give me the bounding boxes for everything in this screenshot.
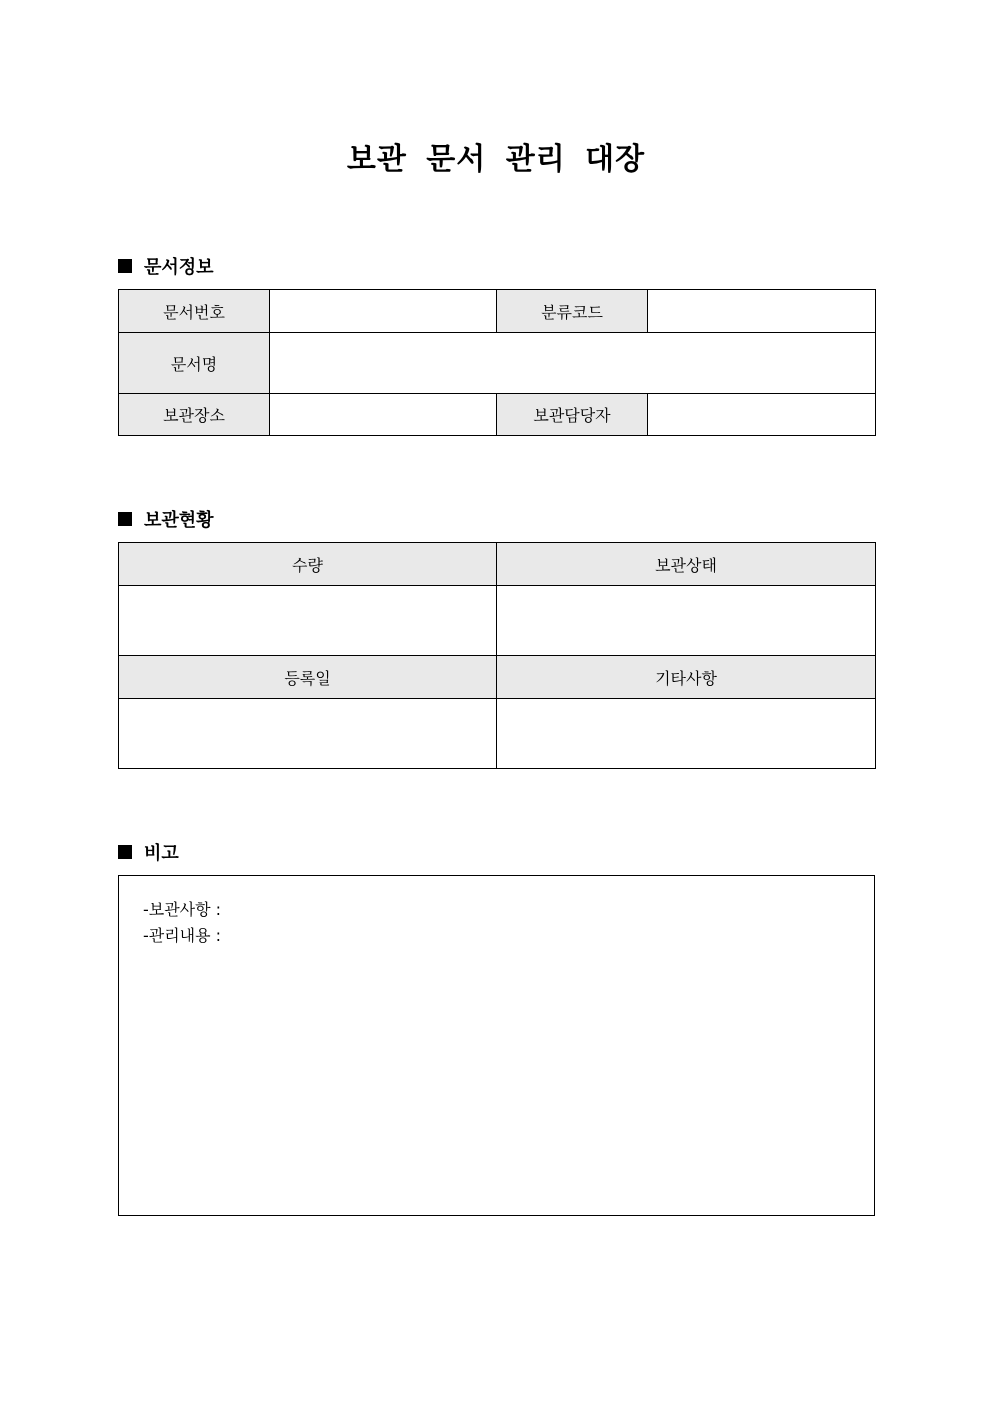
storage-state-label: 보관상태 xyxy=(497,543,876,586)
remarks-line-storage: -보관사항 : xyxy=(143,900,222,919)
quantity-label: 수량 xyxy=(119,543,497,586)
reg-date-label: 등록일 xyxy=(119,656,497,699)
quantity-field[interactable] xyxy=(119,586,497,656)
storage-place-label: 보관장소 xyxy=(119,394,270,436)
section-heading-label: 문서정보 xyxy=(144,257,214,278)
doc-number-field[interactable] xyxy=(270,290,497,333)
reg-date-field[interactable] xyxy=(119,699,497,769)
remarks-box[interactable] xyxy=(118,875,875,1216)
section-heading-doc-info xyxy=(118,253,214,279)
square-bullet-icon xyxy=(118,259,132,273)
storage-state-field[interactable] xyxy=(497,586,876,656)
doc-info-table xyxy=(118,289,876,436)
storage-place-field[interactable] xyxy=(270,394,497,436)
square-bullet-icon xyxy=(118,845,132,859)
storage-manager-label: 보관담당자 xyxy=(497,394,648,436)
class-code-field[interactable] xyxy=(648,290,876,333)
etc-label: 기타사항 xyxy=(497,656,876,699)
page-title: 보관 문서 관리 대장 xyxy=(346,142,646,177)
storage-manager-field[interactable] xyxy=(648,394,876,436)
section-heading-remarks xyxy=(118,839,179,865)
section-heading-label: 보관현황 xyxy=(144,510,214,531)
remarks-line-management: -관리내용 : xyxy=(143,926,222,945)
doc-number-label: 문서번호 xyxy=(119,290,270,333)
square-bullet-icon xyxy=(118,512,132,526)
doc-name-label: 문서명 xyxy=(119,333,270,394)
storage-status-table xyxy=(118,542,876,769)
section-heading-storage-status xyxy=(118,506,214,532)
class-code-label: 분류코드 xyxy=(497,290,648,333)
section-heading-label: 비고 xyxy=(144,843,179,864)
doc-name-field[interactable] xyxy=(270,333,876,394)
etc-field[interactable] xyxy=(497,699,876,769)
